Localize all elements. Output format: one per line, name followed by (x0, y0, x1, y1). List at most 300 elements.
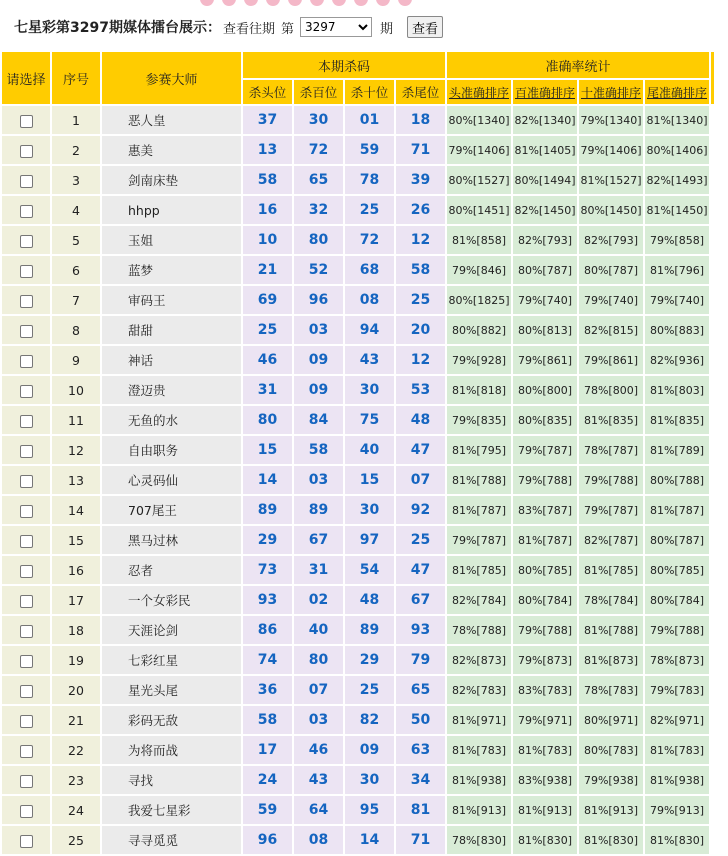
row-select-checkbox[interactable] (20, 145, 33, 158)
accuracy-head-value: 79%[928] (447, 346, 511, 374)
select-cell (2, 766, 50, 794)
accuracy-tail-value: 80%[788] (645, 466, 709, 494)
master-name: 七彩红星 (102, 646, 241, 674)
accuracy-tens-value: 81%[873] (579, 646, 643, 674)
accuracy-tens-value: 81%[830] (579, 826, 643, 854)
accuracy-hundreds-value: 79%[788] (513, 466, 577, 494)
select-cell (2, 136, 50, 164)
kill-tail-value: 65 (396, 676, 445, 704)
accuracy-hundreds-value: 80%[1494] (513, 166, 577, 194)
row-select-checkbox[interactable] (20, 625, 33, 638)
accuracy-tens-value: 81%[835] (579, 406, 643, 434)
kill-tail-value: 58 (396, 256, 445, 284)
select-cell (2, 586, 50, 614)
accuracy-tens-value: 79%[1406] (579, 136, 643, 164)
accuracy-tail-value: 82%[1493] (645, 166, 709, 194)
accuracy-hundreds-value: 79%[740] (513, 286, 577, 314)
kill-hundreds-value: 40 (294, 616, 343, 644)
kill-hundreds-value: 03 (294, 466, 343, 494)
row-seq: 11 (52, 406, 100, 434)
accuracy-tens-value: 79%[861] (579, 346, 643, 374)
kill-head-value: 96 (243, 826, 292, 854)
master-name: 蓝梦 (102, 256, 241, 284)
accuracy-head-value: 81%[788] (447, 466, 511, 494)
kill-head-value: 58 (243, 706, 292, 734)
accuracy-head-value: 81%[783] (447, 736, 511, 764)
accuracy-head-value: 78%[830] (447, 826, 511, 854)
kill-hundreds-value: 80 (294, 646, 343, 674)
row-edge (711, 196, 714, 224)
kill-tens-value: 48 (345, 586, 394, 614)
kill-hundreds-value: 09 (294, 376, 343, 404)
select-cell (2, 706, 50, 734)
select-cell (2, 286, 50, 314)
accuracy-head-value: 79%[787] (447, 526, 511, 554)
row-seq: 16 (52, 556, 100, 584)
accuracy-head-value: 81%[971] (447, 706, 511, 734)
accuracy-head-value: 78%[788] (447, 616, 511, 644)
master-name: 星光头尾 (102, 676, 241, 704)
sort-hundreds-accuracy-link[interactable]: 百准确排序 (513, 80, 577, 104)
kill-head-value: 21 (243, 256, 292, 284)
table-row (2, 556, 714, 584)
accuracy-hundreds-value: 80%[835] (513, 406, 577, 434)
kill-tens-value: 43 (345, 346, 394, 374)
kill-hundreds-value: 89 (294, 496, 343, 524)
accuracy-hundreds-value: 79%[787] (513, 436, 577, 464)
accuracy-tens-value: 79%[740] (579, 286, 643, 314)
accuracy-tail-value: 80%[787] (645, 526, 709, 554)
kill-head-value: 13 (243, 136, 292, 164)
row-select-checkbox[interactable] (20, 685, 33, 698)
kill-tens-value: 15 (345, 466, 394, 494)
accuracy-tens-value: 81%[788] (579, 616, 643, 644)
table-row (2, 526, 714, 554)
period-toolbar (14, 12, 728, 42)
row-seq: 14 (52, 496, 100, 524)
table-row (2, 106, 714, 134)
decorative-banner-dots (200, 0, 412, 2)
row-edge (711, 796, 714, 824)
accuracy-head-value: 80%[1825] (447, 286, 511, 314)
row-select-checkbox[interactable] (20, 385, 33, 398)
accuracy-head-value: 79%[846] (447, 256, 511, 284)
accuracy-tail-value: 80%[1406] (645, 136, 709, 164)
select-cell (2, 616, 50, 644)
kill-head-value: 29 (243, 526, 292, 554)
accuracy-tail-value: 80%[883] (645, 316, 709, 344)
row-edge (711, 616, 714, 644)
accuracy-head-value: 79%[835] (447, 406, 511, 434)
kill-tens-value: 14 (345, 826, 394, 854)
master-name: 惠美 (102, 136, 241, 164)
master-name: 一个女彩民 (102, 586, 241, 614)
master-name: 黑马过林 (102, 526, 241, 554)
row-seq: 22 (52, 736, 100, 764)
accuracy-hundreds-value: 79%[873] (513, 646, 577, 674)
row-edge (711, 136, 714, 164)
master-name: hhpp (102, 196, 241, 224)
accuracy-hundreds-value: 80%[785] (513, 556, 577, 584)
row-edge (711, 286, 714, 314)
header-select: 请选择 (2, 52, 50, 104)
view-history-label: 查看往期 (222, 21, 275, 37)
row-select-checkbox[interactable] (20, 265, 33, 278)
row-select-checkbox[interactable] (20, 565, 33, 578)
accuracy-hundreds-value: 80%[800] (513, 376, 577, 404)
accuracy-tens-value: 82%[787] (579, 526, 643, 554)
row-seq: 18 (52, 616, 100, 644)
kill-head-value: 15 (243, 436, 292, 464)
kill-head-value: 46 (243, 346, 292, 374)
kill-hundreds-value: 52 (294, 256, 343, 284)
table-row (2, 406, 714, 434)
row-edge (711, 766, 714, 794)
accuracy-tail-value: 80%[785] (645, 556, 709, 584)
accuracy-hundreds-value: 81%[913] (513, 796, 577, 824)
kill-tail-value: 18 (396, 106, 445, 134)
accuracy-tail-value: 78%[873] (645, 646, 709, 674)
row-edge (711, 466, 714, 494)
kill-tail-value: 63 (396, 736, 445, 764)
table-row (2, 676, 714, 704)
period-prefix: 第 (280, 21, 294, 37)
accuracy-tail-value: 82%[971] (645, 706, 709, 734)
kill-tens-value: 54 (345, 556, 394, 584)
kill-tail-value: 47 (396, 556, 445, 584)
master-name: 寻找 (102, 766, 241, 794)
master-name: 彩码无敌 (102, 706, 241, 734)
row-seq: 2 (52, 136, 100, 164)
accuracy-hundreds-value: 80%[813] (513, 316, 577, 344)
header-kill-group: 本期杀码 (243, 52, 445, 78)
kill-head-value: 24 (243, 766, 292, 794)
kill-tens-value: 30 (345, 376, 394, 404)
row-select-checkbox[interactable] (20, 775, 33, 788)
master-name: 审码王 (102, 286, 241, 314)
kill-hundreds-value: 72 (294, 136, 343, 164)
accuracy-tail-value: 79%[788] (645, 616, 709, 644)
row-seq: 1 (52, 106, 100, 134)
select-cell (2, 796, 50, 824)
row-select-checkbox[interactable] (20, 205, 33, 218)
accuracy-tens-value: 79%[1340] (579, 106, 643, 134)
row-select-checkbox[interactable] (20, 805, 33, 818)
accuracy-tail-value: 79%[913] (645, 796, 709, 824)
row-select-checkbox[interactable] (20, 595, 33, 608)
accuracy-tens-value: 81%[785] (579, 556, 643, 584)
kill-tail-value: 81 (396, 796, 445, 824)
accuracy-tail-value: 81%[789] (645, 436, 709, 464)
row-select-checkbox[interactable] (20, 445, 33, 458)
accuracy-head-value: 81%[785] (447, 556, 511, 584)
accuracy-tail-value: 79%[740] (645, 286, 709, 314)
master-name: 甜甜 (102, 316, 241, 344)
table-row (2, 736, 714, 764)
kill-tail-value: 92 (396, 496, 445, 524)
accuracy-hundreds-value: 81%[787] (513, 526, 577, 554)
table-row (2, 436, 714, 464)
accuracy-tens-value: 82%[793] (579, 226, 643, 254)
kill-head-value: 73 (243, 556, 292, 584)
header-kill-tens: 杀十位 (345, 80, 394, 104)
header-kill-head: 杀头位 (243, 80, 292, 104)
kill-hundreds-value: 03 (294, 706, 343, 734)
accuracy-hundreds-value: 81%[783] (513, 736, 577, 764)
table-row (2, 796, 714, 824)
accuracy-head-value: 79%[1406] (447, 136, 511, 164)
table-row (2, 586, 714, 614)
accuracy-head-value: 80%[1451] (447, 196, 511, 224)
select-cell (2, 316, 50, 344)
master-name: 玉姐 (102, 226, 241, 254)
row-select-checkbox[interactable] (20, 715, 33, 728)
accuracy-tens-value: 82%[815] (579, 316, 643, 344)
master-name: 我爱七星彩 (102, 796, 241, 824)
accuracy-tail-value: 80%[784] (645, 586, 709, 614)
row-select-checkbox[interactable] (20, 475, 33, 488)
kill-tens-value: 75 (345, 406, 394, 434)
accuracy-tens-value: 81%[913] (579, 796, 643, 824)
kill-head-value: 59 (243, 796, 292, 824)
row-select-checkbox[interactable] (20, 745, 33, 758)
accuracy-hundreds-value: 82%[793] (513, 226, 577, 254)
accuracy-tail-value: 81%[835] (645, 406, 709, 434)
accuracy-head-value: 81%[913] (447, 796, 511, 824)
kill-tens-value: 89 (345, 616, 394, 644)
table-row (2, 226, 714, 254)
table-row (2, 496, 714, 524)
kill-hundreds-value: 67 (294, 526, 343, 554)
accuracy-tail-value: 79%[783] (645, 676, 709, 704)
kill-hundreds-value: 02 (294, 586, 343, 614)
kill-head-value: 86 (243, 616, 292, 644)
master-name: 寻寻觅觅 (102, 826, 241, 854)
kill-tail-value: 12 (396, 226, 445, 254)
row-seq: 21 (52, 706, 100, 734)
kill-hundreds-value: 31 (294, 556, 343, 584)
row-seq: 24 (52, 796, 100, 824)
accuracy-tail-value: 81%[803] (645, 376, 709, 404)
select-cell (2, 166, 50, 194)
accuracy-hundreds-value: 80%[784] (513, 586, 577, 614)
row-edge (711, 826, 714, 854)
sort-tail-accuracy-link[interactable]: 尾准确排序 (645, 80, 709, 104)
row-select-checkbox[interactable] (20, 655, 33, 668)
kill-tens-value: 08 (345, 286, 394, 314)
select-cell (2, 556, 50, 584)
table-row (2, 346, 714, 374)
row-select-checkbox[interactable] (20, 415, 33, 428)
row-select-checkbox[interactable] (20, 505, 33, 518)
row-seq: 10 (52, 376, 100, 404)
kill-tens-value: 78 (345, 166, 394, 194)
period-select[interactable] (300, 17, 372, 37)
kill-hundreds-value: 65 (294, 166, 343, 194)
select-cell (2, 436, 50, 464)
master-name: 忍者 (102, 556, 241, 584)
kill-head-value: 14 (243, 466, 292, 494)
master-name: 自由职务 (102, 436, 241, 464)
row-select-checkbox[interactable] (20, 355, 33, 368)
select-cell (2, 496, 50, 524)
accuracy-hundreds-value: 83%[783] (513, 676, 577, 704)
master-name: 恶人皇 (102, 106, 241, 134)
accuracy-tail-value: 82%[936] (645, 346, 709, 374)
row-select-checkbox[interactable] (20, 535, 33, 548)
row-seq: 8 (52, 316, 100, 344)
header-edge (711, 52, 714, 104)
accuracy-hundreds-value: 81%[1405] (513, 136, 577, 164)
row-seq: 15 (52, 526, 100, 554)
kill-tens-value: 97 (345, 526, 394, 554)
select-cell (2, 466, 50, 494)
kill-hundreds-value: 32 (294, 196, 343, 224)
row-edge (711, 346, 714, 374)
row-edge (711, 646, 714, 674)
kill-tail-value: 12 (396, 346, 445, 374)
kill-hundreds-value: 96 (294, 286, 343, 314)
kill-hundreds-value: 46 (294, 736, 343, 764)
kill-tens-value: 25 (345, 676, 394, 704)
select-cell (2, 736, 50, 764)
kill-tail-value: 34 (396, 766, 445, 794)
kill-tens-value: 09 (345, 736, 394, 764)
accuracy-head-value: 81%[787] (447, 496, 511, 524)
accuracy-tens-value: 78%[800] (579, 376, 643, 404)
kill-tens-value: 68 (345, 256, 394, 284)
kill-tail-value: 07 (396, 466, 445, 494)
kill-head-value: 69 (243, 286, 292, 314)
table-row (2, 616, 714, 644)
kill-head-value: 36 (243, 676, 292, 704)
accuracy-tens-value: 78%[784] (579, 586, 643, 614)
kill-hundreds-value: 07 (294, 676, 343, 704)
select-cell (2, 256, 50, 284)
kill-head-value: 31 (243, 376, 292, 404)
row-edge (711, 436, 714, 464)
row-edge (711, 256, 714, 284)
kill-head-value: 16 (243, 196, 292, 224)
sort-head-accuracy-link[interactable]: 头准确排序 (447, 80, 511, 104)
row-edge (711, 316, 714, 344)
master-name: 澄迈贵 (102, 376, 241, 404)
accuracy-tail-value: 81%[830] (645, 826, 709, 854)
table-row (2, 376, 714, 404)
kill-hundreds-value: 43 (294, 766, 343, 794)
kill-tail-value: 93 (396, 616, 445, 644)
accuracy-tens-value: 80%[971] (579, 706, 643, 734)
accuracy-hundreds-value: 83%[787] (513, 496, 577, 524)
kill-head-value: 25 (243, 316, 292, 344)
kill-tail-value: 26 (396, 196, 445, 224)
kill-hundreds-value: 64 (294, 796, 343, 824)
kill-tens-value: 30 (345, 766, 394, 794)
table-row (2, 286, 714, 314)
sort-tens-accuracy-link[interactable]: 十准确排序 (579, 80, 643, 104)
accuracy-hundreds-value: 79%[788] (513, 616, 577, 644)
accuracy-tail-value: 81%[938] (645, 766, 709, 794)
accuracy-head-value: 82%[783] (447, 676, 511, 704)
accuracy-tail-value: 81%[1450] (645, 196, 709, 224)
select-cell (2, 226, 50, 254)
row-select-checkbox[interactable] (20, 295, 33, 308)
row-select-checkbox[interactable] (20, 115, 33, 128)
row-edge (711, 226, 714, 254)
kill-hundreds-value: 58 (294, 436, 343, 464)
accuracy-tens-value: 80%[787] (579, 256, 643, 284)
kill-tail-value: 71 (396, 136, 445, 164)
accuracy-head-value: 81%[795] (447, 436, 511, 464)
kill-tens-value: 25 (345, 196, 394, 224)
query-button[interactable]: 查看 (407, 16, 443, 38)
table-row (2, 646, 714, 674)
row-select-checkbox[interactable] (20, 175, 33, 188)
accuracy-head-value: 81%[938] (447, 766, 511, 794)
table-row (2, 316, 714, 344)
row-seq: 17 (52, 586, 100, 614)
accuracy-head-value: 80%[1527] (447, 166, 511, 194)
master-name: 神话 (102, 346, 241, 374)
row-edge (711, 706, 714, 734)
kill-tens-value: 01 (345, 106, 394, 134)
row-edge (711, 496, 714, 524)
row-seq: 5 (52, 226, 100, 254)
period-suffix: 期 (380, 21, 394, 37)
table-row (2, 136, 714, 164)
kill-hundreds-value: 30 (294, 106, 343, 134)
kill-hundreds-value: 84 (294, 406, 343, 434)
kill-tail-value: 48 (396, 406, 445, 434)
accuracy-head-value: 81%[858] (447, 226, 511, 254)
row-select-checkbox[interactable] (20, 835, 33, 848)
row-edge (711, 556, 714, 584)
accuracy-tail-value: 79%[858] (645, 226, 709, 254)
accuracy-tens-value: 81%[1527] (579, 166, 643, 194)
accuracy-tens-value: 79%[787] (579, 496, 643, 524)
row-seq: 3 (52, 166, 100, 194)
accuracy-hundreds-value: 82%[1450] (513, 196, 577, 224)
kill-tens-value: 82 (345, 706, 394, 734)
kill-head-value: 74 (243, 646, 292, 674)
row-select-checkbox[interactable] (20, 325, 33, 338)
row-edge (711, 106, 714, 134)
table-row (2, 166, 714, 194)
accuracy-hundreds-value: 79%[861] (513, 346, 577, 374)
kill-tens-value: 72 (345, 226, 394, 254)
kill-head-value: 10 (243, 226, 292, 254)
accuracy-head-value: 82%[784] (447, 586, 511, 614)
kill-head-value: 37 (243, 106, 292, 134)
accuracy-hundreds-value: 79%[971] (513, 706, 577, 734)
kill-tail-value: 39 (396, 166, 445, 194)
table-row (2, 826, 714, 854)
row-select-checkbox[interactable] (20, 235, 33, 248)
accuracy-tens-value: 80%[1450] (579, 196, 643, 224)
select-cell (2, 346, 50, 374)
kill-tail-value: 53 (396, 376, 445, 404)
kill-hundreds-value: 09 (294, 346, 343, 374)
kill-tens-value: 59 (345, 136, 394, 164)
accuracy-head-value: 81%[818] (447, 376, 511, 404)
accuracy-tens-value: 78%[787] (579, 436, 643, 464)
row-seq: 9 (52, 346, 100, 374)
select-cell (2, 826, 50, 854)
row-seq: 23 (52, 766, 100, 794)
kill-head-value: 89 (243, 496, 292, 524)
select-cell (2, 646, 50, 674)
accuracy-tens-value: 78%[783] (579, 676, 643, 704)
